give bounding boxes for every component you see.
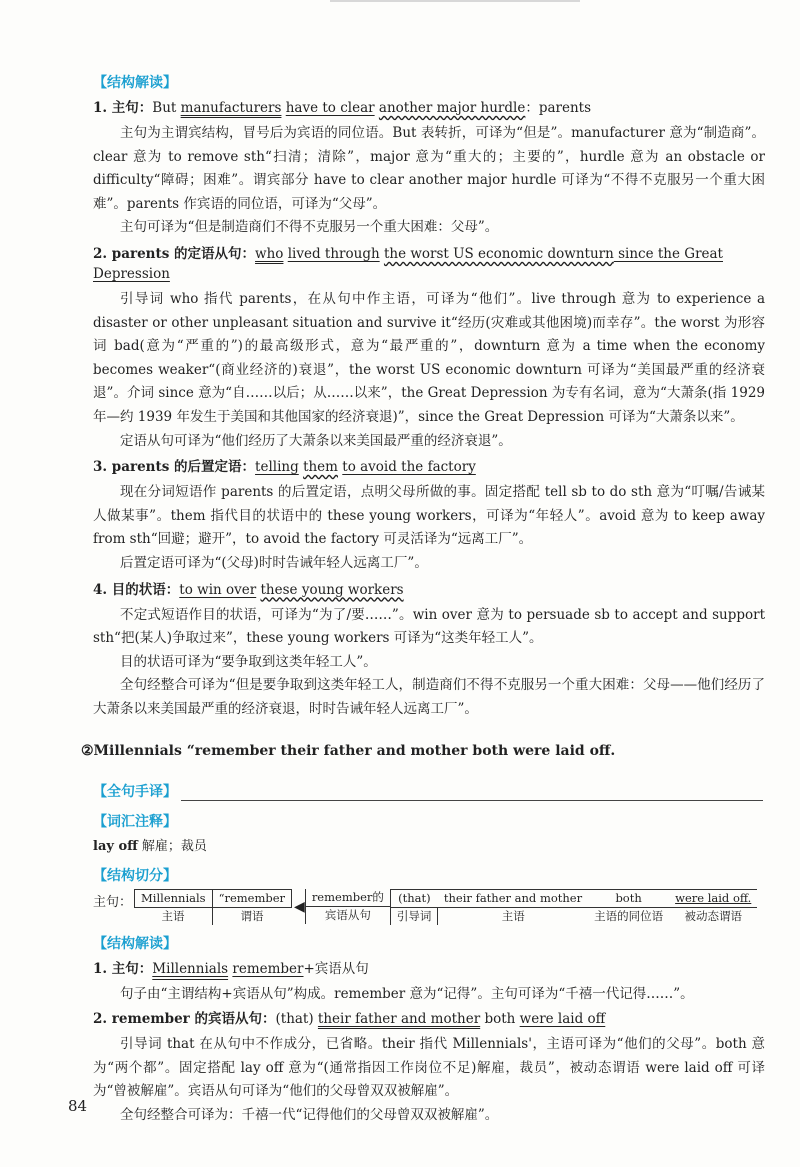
paragraph: 引导词 that 在从句中不作成分，已省略。their 指代 Millennials'，主语可译为“他们的父母”。both 意为“两个都”。固定搭配 lay off 意为“(通常指因工作岗位不足)解雇，裁员”，被动态谓语 were laid off 可译为“曾被解雇”。宾语从句可译为“他们的父母曾双双被解雇”。: [93, 1036, 765, 1100]
header-label: 结构解读: [107, 75, 163, 91]
subheading-attributive-clause: [93, 244, 765, 284]
paragraph: 主句为主谓宾结构，冒号后为宾语的同位语。But 表转折，可译为“但是”。manufacturer 意为“制造商”。clear 意为 to remove sth“扫清；清除”，major 意为“重大的；主要的”，hurdle 意为 an obstacle or difficulty“障碍；困难”。谓宾部分 have to clear another major hurdle 可译为“不得不克服另一个重大困难”。parents 作宾语的同位语，可译为“父母”。: [93, 125, 765, 212]
subheading-main-clause-2: [93, 959, 765, 979]
sub-num: 1. 主句：: [93, 961, 153, 978]
split-cell: both: [588, 890, 669, 908]
subject-underline: who: [255, 245, 284, 262]
section-header-split: 【结构切分】: [93, 868, 177, 885]
text: +宾语从句: [303, 961, 369, 978]
page-body: [81, 72, 765, 1127]
structure-split-diagram: [93, 889, 765, 925]
split-table-clause: [390, 889, 757, 925]
subheading-purpose-adverbial: [93, 580, 765, 600]
paragraph: 现在分词短语作 parents 的后置定语，点明父母所做的事。固定搭配 tell sb to do sth 意为“叮嘱/告诫某人做某事”。them 指代目的状语中的 these young workers，可译为“年轻人”。avoid 意为 to keep away from sth“回避；避开”，to avoid the factory 可灵活译为“远离工厂”。: [93, 484, 765, 548]
object-underline: them: [303, 459, 338, 476]
object-underline: the worst US economic downturn: [383, 245, 614, 262]
paragraph: 全句经整合可译为：千禧一代“记得他们的父母曾双双被解雇”。: [120, 1106, 499, 1123]
top-rule: [330, 0, 580, 2]
translation-blank-line[interactable]: [181, 786, 763, 801]
paragraph: 后置定语可译为“(父母)时时告诫年轻人远离工厂”。: [120, 554, 428, 571]
subheading-object-clause: [93, 1009, 765, 1029]
sub-num: 2. parents 的定语从句：: [93, 245, 256, 262]
subject-underline: their father and mother: [317, 1011, 481, 1028]
subheading-post-attributive: [93, 457, 765, 477]
question-sentence-2: ②Millennials “remember their father and mother both were laid off.: [81, 743, 616, 760]
section-header-structure-2: 【结构解读】: [93, 936, 177, 953]
section-header-translation: 【全句手译】: [93, 781, 765, 801]
vocab-entry: [93, 837, 765, 857]
arrow-left-icon: ◀: [294, 899, 305, 916]
split-role: 引导词: [390, 908, 438, 926]
split-cell: their father and mother: [438, 890, 588, 908]
text: But: [152, 100, 181, 116]
sub-num: 3. parents 的后置定语：: [93, 459, 256, 476]
text: (that): [275, 1011, 318, 1028]
subject-underline: Millennials: [152, 961, 229, 978]
object-underline: another major hurdle: [378, 100, 526, 116]
predicate-underline: telling: [255, 459, 299, 476]
paragraph: 句子由“主谓结构+宾语从句”构成。remember 意为“记得”。主句可译为“千禧一代记得……”。: [120, 986, 694, 1003]
split-role: 主语的同位语: [594, 909, 664, 924]
split-cell: Millennials: [135, 890, 213, 908]
split-prefix: 主句：: [93, 895, 133, 911]
paragraph: 不定式短语作目的状语，可译为“为了/要……”。win over 意为 to persuade sb to accept and support sth“把(某人)争取过来”，these young workers 可译为“这类年轻工人”。: [93, 606, 765, 647]
sub-num: 4. 目的状语：: [93, 581, 180, 598]
split-table-main: [134, 889, 292, 925]
split-table-clause-label: [305, 889, 390, 924]
paragraph: 主句可译为“但是制造商们不得不克服另一个重大困难：父母”。: [120, 219, 499, 236]
section-header-vocab: 【词汇注释】: [93, 814, 177, 831]
split-role: 谓语: [240, 909, 264, 924]
object-underline: these young workers: [260, 581, 404, 598]
paragraph: 全句经整合可译为“但是要争取到这类年轻工人，制造商们不得不克服另一个重大困难：父母——他们经历了大萧条以来美国最严重的经济衰退，时时告诫年轻人远离工厂”。: [93, 677, 765, 717]
predicate-underline: lived through: [287, 245, 380, 262]
text: both: [480, 1011, 520, 1028]
split-cell: “remember: [212, 890, 291, 908]
subheading-main-clause: [93, 98, 765, 118]
complement-underline: to avoid the factory: [342, 459, 476, 476]
subject-underline: manufacturers: [180, 100, 282, 116]
page-number: 84: [68, 1097, 88, 1115]
split-role: 宾语从句: [305, 907, 390, 925]
sub-num: 2. remember 的宾语从句：: [93, 1011, 276, 1028]
vocab-def: 解雇；裁员: [137, 839, 207, 855]
text: ：parents: [525, 100, 592, 116]
split-role: 被动态谓语: [684, 909, 742, 924]
vocab-term: lay off: [93, 839, 138, 855]
section-header-structure: 【结构解读】: [93, 75, 177, 91]
paragraph: 定语从句可译为“他们经历了大萧条以来美国最严重的经济衰退”。: [120, 432, 512, 449]
sub-num: 1. 主句：: [93, 100, 153, 116]
split-cell: remember的: [305, 889, 390, 907]
split-cell: (that): [390, 890, 438, 908]
split-role: 主语: [501, 909, 525, 924]
paragraph: 目的状语可译为“要争取到这类年轻工人”。: [120, 653, 377, 670]
paragraph: 引导词 who 指代 parents，在从句中作主语，可译为“他们”。live through 意为 to experience a disaster or other unpleasant situation and survive it“经历(灾难或其他困境)而幸存”。the worst 为形容词 bad(意为“严重的”)的最高级形式，意为“最严重的”，downturn 意为 a time when the economy becomes weaker“(商业经济的)衰退”，the worst US economic downturn 可译为“美国最严重的经济衰退”。介词 since 意为“自……以后；从……以来”，the Great Depression 为专有名词，意为“大萧条(指 1929 年—约 1939 年发生于美国和其他国家的经济衰退)”，since the Great Depression 可译为“大萧条以来”。: [93, 290, 765, 425]
header-label: 结构切分: [107, 868, 163, 885]
header-label: 全句手译: [107, 784, 163, 801]
predicate-underline: to win over: [179, 581, 257, 598]
split-role: 主语: [135, 908, 213, 926]
header-label: 结构解读: [107, 936, 163, 953]
header-label: 词汇注释: [107, 814, 163, 831]
predicate-underline: were laid off: [519, 1011, 606, 1028]
adverbial-underline: since the Great Depression: [93, 245, 723, 282]
predicate-underline: have to clear: [285, 100, 375, 116]
split-cell: were laid off.: [669, 890, 757, 908]
predicate-underline: remember: [232, 961, 304, 978]
